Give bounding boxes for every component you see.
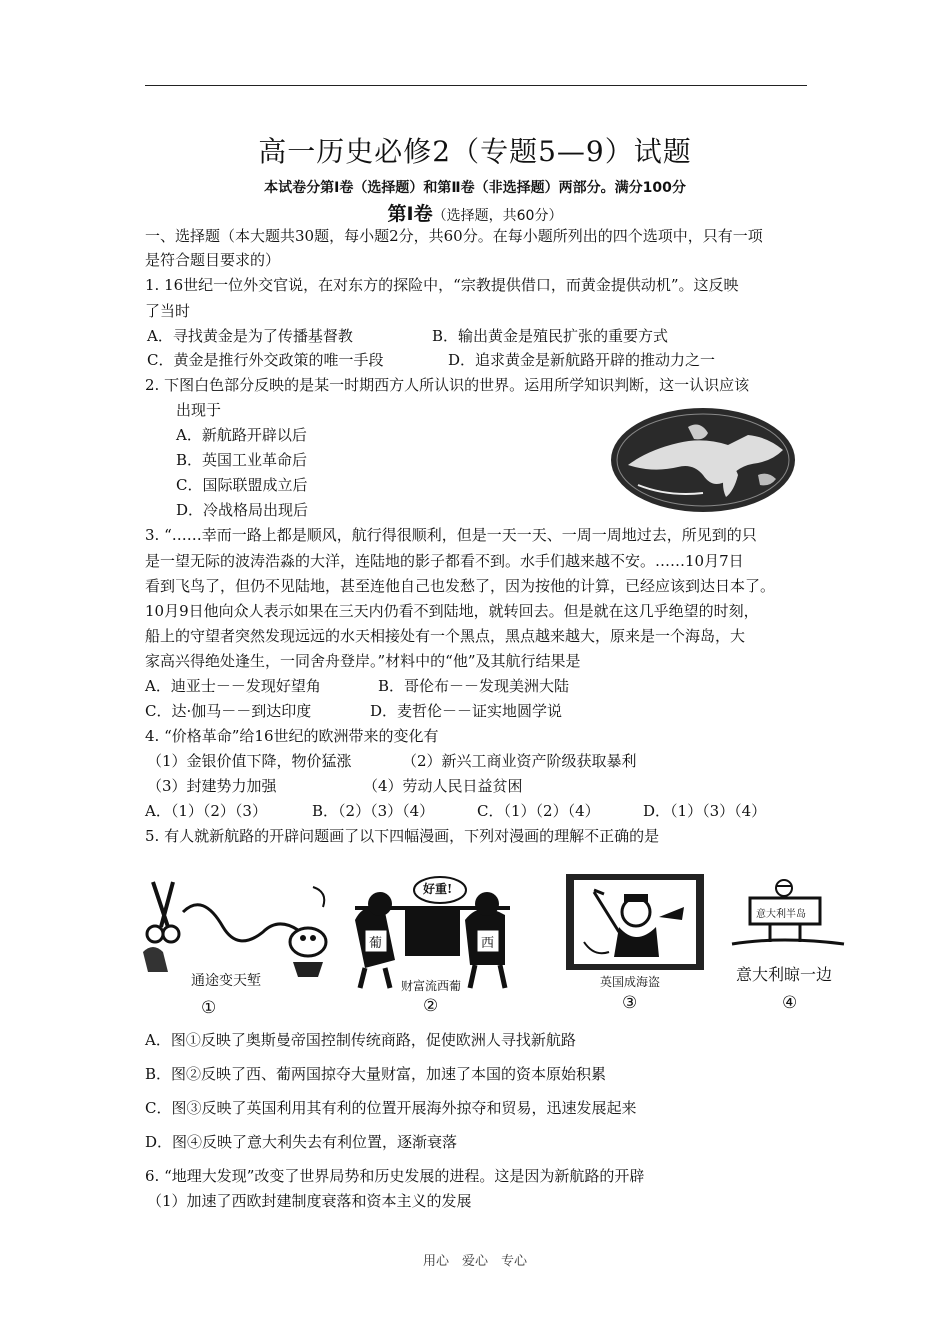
cartoon-2-caption: 财富流西葡 <box>401 979 462 993</box>
cartoon-2 <box>345 870 520 995</box>
option: A．迪亚士－－发现好望角 <box>145 677 321 695</box>
option: D．麦哲伦－－证实地圆学说 <box>370 702 563 720</box>
cartoon-4-caption: 意大利晾一边 <box>736 965 833 984</box>
option: B．英国工业革命后 <box>176 451 308 469</box>
text-line: 10月9日他向众人表示如果在三天内仍看不到陆地，就转回去。但是就在这几乎绝望的时刻， <box>145 602 759 620</box>
option: C．达·伽马－－到达印度 <box>145 702 312 720</box>
option: A．（1）（2）（3） <box>145 802 267 820</box>
text-line: 船上的守望者突然发现远远的水天相接处有一个黑点，黑点越来越大，原来是一个海岛，大 <box>145 627 746 645</box>
text-line: 了当时 <box>145 302 191 320</box>
question-4: 4. “价格革命”给16世纪的欧洲带来的变化有 <box>145 727 439 745</box>
text-line: 看到飞鸟了，但仍不见陆地，甚至连他自己也发愁了，因为按他的计算，已经应该到达日本了。 <box>145 577 776 595</box>
cartoon-2-right-tag: 西 <box>481 936 495 951</box>
page-footer: 用心 爱心 专心 <box>422 1254 527 1269</box>
statement: （3）封建势力加强 <box>147 777 277 795</box>
option: A．新航路开辟以后 <box>176 426 307 444</box>
question-3: 3. “……幸而一路上都是顺风，航行得很顺利，但是一天一天、一周一周地过去，所见到的只 <box>145 526 757 544</box>
question-1: 1. 16世纪一位外交官说，在对东方的探险中，“宗教提供借口，而黄金提供动机”。这反映 <box>145 276 739 294</box>
option: B．（2）（3）（4） <box>312 802 435 820</box>
statement: （1）加速了西欧封建制度衰落和资本主义的发展 <box>147 1192 472 1210</box>
question-6: 6. “地理大发现”改变了世界局势和历史发展的进程。这是因为新航路的开辟 <box>145 1167 645 1185</box>
option: B．图②反映了西、葡两国掠夺大量财富，加速了本国的资本原始积累 <box>145 1065 607 1083</box>
cartoon-1 <box>113 872 338 997</box>
option: A．图①反映了奥斯曼帝国控制传统商路，促使欧洲人寻找新航路 <box>145 1031 576 1049</box>
text-line: 一、选择题（本大题共30题，每小题2分，共60分。在每小题所列出的四个选项中，只有一项 <box>145 227 763 245</box>
option: D．冷战格局出现后 <box>176 501 309 519</box>
option: C．黄金是推行外交政策的唯一手段 <box>147 351 384 369</box>
part-one-heading <box>0 199 950 226</box>
text-line: 是一望无际的波涛浩淼的大洋，连陆地的影子都看不到。水手们越来越不安。……10月7日 <box>145 552 744 570</box>
option: B．输出黄金是殖民扩张的重要方式 <box>432 327 669 345</box>
cartoon-4-number: ④ <box>782 993 798 1013</box>
header-rule <box>145 85 807 86</box>
option: D．追求黄金是新航路开辟的推动力之一 <box>448 351 716 369</box>
question-5: 5. 有人就新航路的开辟问题画了以下四幅漫画，下列对漫画的理解不正确的是 <box>145 827 660 845</box>
cartoon-3 <box>564 872 706 992</box>
page-title: 高一历史必修2（专题5—9）试题 <box>258 135 692 168</box>
option: C．（1）（2）（4） <box>477 802 600 820</box>
statement: （4）劳动人民日益贫困 <box>363 777 523 795</box>
text-line: 出现于 <box>176 401 222 419</box>
part-note: （选择题，共60分） <box>432 208 563 224</box>
option: C．国际联盟成立后 <box>176 476 308 494</box>
cartoon-2-bubble: 好重! <box>423 882 453 896</box>
cartoon-3-caption: 英国成海盗 <box>600 975 661 989</box>
cartoon-2-number: ② <box>423 996 439 1016</box>
exam-subtitle: 本试卷分第Ⅰ卷（选择题）和第Ⅱ卷（非选择题）两部分。满分100分 <box>264 180 686 196</box>
cartoon-4-sign: 意大利半岛 <box>756 909 806 920</box>
option: A．寻找黄金是为了传播基督教 <box>147 327 353 345</box>
text-line: 是符合题目要求的） <box>145 251 281 269</box>
question-2: 2. 下图白色部分反映的是某一时期西方人所认识的世界。运用所学知识判断，这一认识应该 <box>145 376 750 394</box>
statement: （1）金银价值下降，物价猛涨 <box>147 752 352 770</box>
cartoon-2-left-tag: 葡 <box>369 936 383 951</box>
world-map-image <box>608 405 798 515</box>
text-line: 家高兴得绝处逢生，一同舍舟登岸。”材料中的“他”及其航行结果是 <box>145 652 581 670</box>
statement: （2）新兴工商业资产阶级获取暴利 <box>402 752 637 770</box>
cartoon-1-number: ① <box>201 998 217 1018</box>
cartoon-4 <box>722 878 854 988</box>
option: C．图③反映了英国利用其有利的位置开展海外掠夺和贸易，迅速发展起来 <box>145 1099 637 1117</box>
cartoon-1-drawing <box>113 872 338 982</box>
part-label: 第Ⅰ卷 <box>387 203 433 225</box>
cartoon-3-number: ③ <box>622 993 638 1013</box>
cartoon-3-drawing <box>564 872 706 972</box>
option: D．（1）（3）（4） <box>643 802 767 820</box>
option: D．图④反映了意大利失去有利位置，逐渐衰落 <box>145 1133 458 1151</box>
cartoon-1-caption: 通途变天堑 <box>191 973 261 989</box>
option: B．哥伦布－－发现美洲大陆 <box>378 677 570 695</box>
